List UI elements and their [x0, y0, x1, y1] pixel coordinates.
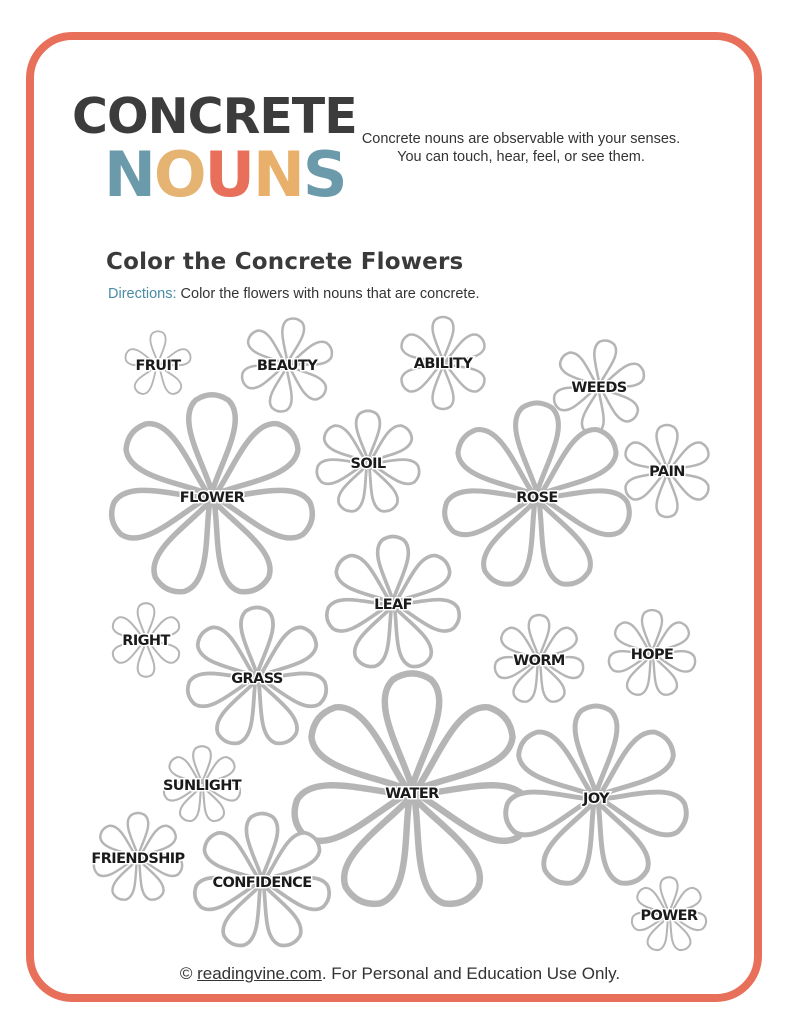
flower-word: FRIENDSHIP	[91, 851, 185, 867]
flower-beauty[interactable]	[239, 317, 335, 413]
footer	[0, 964, 800, 984]
footer-link[interactable]: readingvine.com	[197, 964, 322, 983]
flower-water[interactable]	[289, 673, 534, 912]
directions-label: Directions:	[108, 286, 177, 302]
flower-word: ROSE	[516, 490, 558, 506]
flower-word: ABILITY	[413, 356, 473, 372]
title-letter: U	[204, 138, 253, 211]
title-letter: S	[302, 138, 346, 211]
flower-word: WEEDS	[571, 380, 627, 396]
flower-word: WATER	[385, 786, 439, 802]
flower-confidence[interactable]	[192, 813, 333, 950]
flower-hope[interactable]	[607, 610, 697, 698]
title-letter: N	[252, 138, 303, 211]
intro-text: Concrete nouns are observable with your senses. You can touch, hear, feel, or see them.	[361, 131, 681, 165]
flower-soil[interactable]	[315, 411, 422, 515]
flower-word: GRASS	[231, 671, 283, 687]
flower-word: HOPE	[630, 647, 674, 663]
flower-word: RIGHT	[122, 633, 170, 649]
flower-flower[interactable]	[107, 395, 317, 599]
title-letter: O	[153, 138, 205, 211]
flower-word: FRUIT	[135, 358, 181, 374]
flower-word: LEAF	[374, 597, 412, 613]
flower-ability[interactable]	[398, 317, 488, 409]
flower-fruit[interactable]	[124, 331, 193, 397]
footer-prefix: ©	[179, 964, 198, 983]
flower-sunlight[interactable]	[162, 746, 242, 824]
flower-weeds[interactable]	[551, 339, 647, 435]
flower-word: SOIL	[350, 456, 386, 472]
directions-text: Color the flowers with nouns that are concrete.	[180, 286, 480, 302]
flower-word: SUNLIGHT	[162, 778, 242, 794]
flower-word: FLOWER	[179, 490, 245, 506]
title-letter: N	[104, 138, 154, 211]
flower-friendship[interactable]	[91, 813, 185, 903]
flower-word: PAIN	[649, 464, 685, 480]
flower-right[interactable]	[110, 603, 182, 677]
flower-word: WORM	[513, 653, 565, 669]
flower-word: JOY	[583, 791, 609, 807]
activity-title: Color the Concrete Flowers	[106, 249, 464, 275]
flower-worm[interactable]	[493, 615, 585, 705]
flower-word: POWER	[640, 908, 698, 924]
title-concrete: CONCRETE	[72, 88, 357, 145]
flower-word: CONFIDENCE	[212, 875, 312, 891]
flower-leaf[interactable]	[324, 537, 462, 672]
footer-suffix: . For Personal and Education Use Only.	[321, 964, 621, 983]
flower-pain[interactable]	[622, 425, 712, 517]
flower-rose[interactable]	[441, 403, 634, 591]
flower-word: BEAUTY	[256, 358, 318, 374]
flower-power[interactable]	[630, 877, 708, 953]
flower-grass[interactable]	[185, 607, 330, 748]
flower-joy[interactable]	[502, 706, 691, 890]
